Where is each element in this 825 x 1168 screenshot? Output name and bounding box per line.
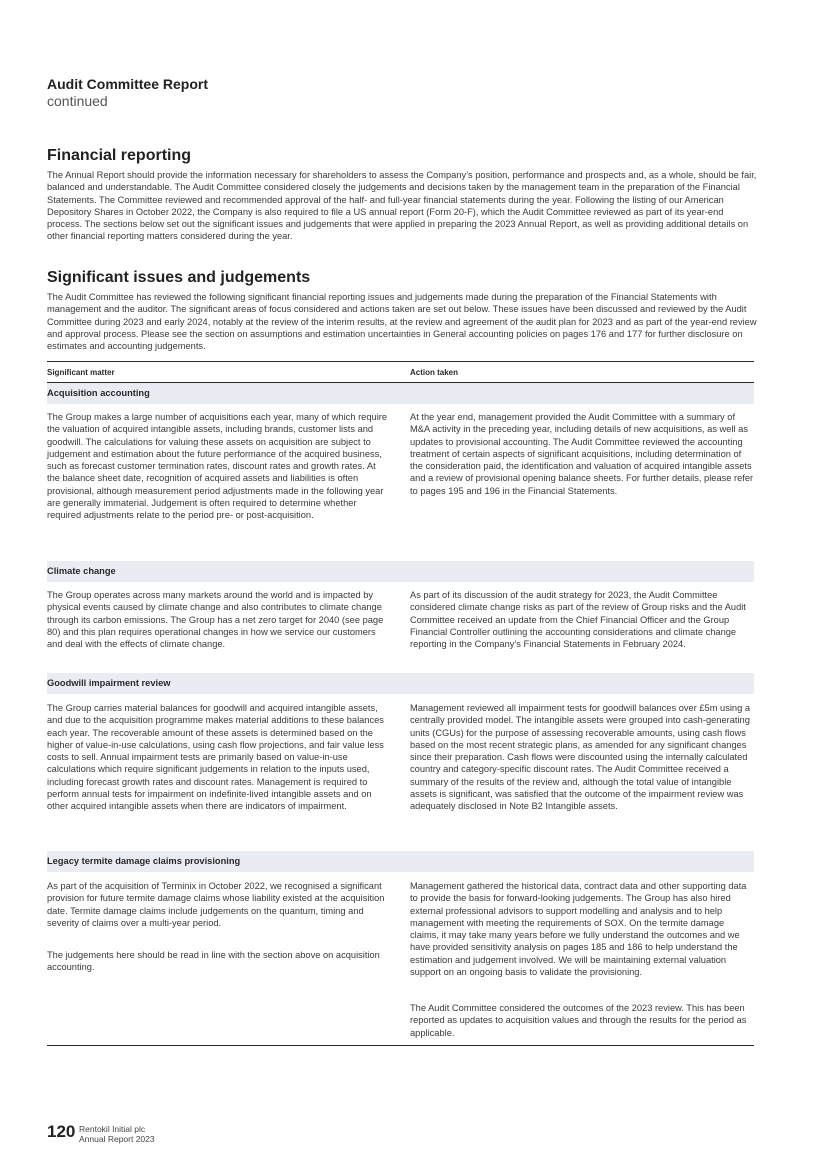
action-text: Management reviewed all impairment tests for goodwill balances over £5m using a centrally provided model. The intangible assets were grouped into cash-generating units (CGUs) for the purpose of assessing recoverable amounts, using cash flows based on the most recent strategic plans, as amended for any significant changes since their preparation. Cash flows were discounted using the internally calculated country and category-specific discount rates. The Audit Committee received a summary of the results of the review and, although the total value of intangible assets is significant, was satisfied that the outcome of the impairment review was adequately disclosed in Note B2 Intangible assets. — [410, 703, 751, 812]
significant-issues-body: The Audit Committee has reviewed the following significant financial reporting issues and judgements made during the preparation of the Financial Statements with management and the auditor. The significant areas of focus considered and actions taken are set out below. These issues have been discussed and reviewed by the Audit Committee during 2023 and early 2024, notably at the review of the interim results, at the review and agreement of the audit plan for 2023 and as part of the year-end review and approval process. Please see the section on assumptions and estimation uncertainties in General accounting policies on pages 176 and 177 for further disclosure on estimates and accounting judgements. — [47, 292, 757, 352]
row-title: Acquisition accounting — [47, 388, 150, 398]
action-text: At the year end, management provided the Audit Committee with a summary of M&A activity in the preceding year, including details of new acquisitions, as well as updates to provisional accounting. The Audit Committee reviewed the accounting treatment of certain aspects of significant acquisitions, including determination of the consideration paid, the identification and valuation of acquired intangible assets and a review of provisional opening balance sheets. For further details, please refer to pages 195 and 196 in the Financial Statements. — [410, 412, 754, 496]
company-name: Rentokil Initial plc — [79, 1124, 146, 1134]
table-row-header — [47, 851, 754, 872]
table-top-rule — [47, 361, 754, 362]
row-title: Climate change — [47, 566, 116, 576]
table-row-header — [47, 383, 754, 404]
action-text: Management gathered the historical data, contract data and other supporting data to provide the basis for forward-looking judgements. The Group has also hired external professional advisors to support modelling and analysis and to help management with meeting the requirements of SOX. On the termite damage claims, it may take many years before we fully understand the outcomes and we have provided sensitivity analysis on pages 185 and 186 to help understand the estimation and judgement involved. We will be maintaining external valuation support on an ongoing basis to validate the provisioning. — [410, 881, 747, 978]
table-row-header — [47, 561, 754, 582]
matter-text: The judgements here should be read in line with the section above on acquisition accounting. — [47, 950, 380, 973]
column-header-significant-matter: Significant matter — [47, 368, 115, 377]
matter-text: The Group carries material balances for goodwill and acquired intangible assets, and due to the acquisition programme makes material additions to these balances each year. The recoverable amount of these assets is determined based on the higher of value-in-use calculations, using cash flow projections, and fair value less costs to sell. Annual impairment tests are primarily based on value-in-use calculations which require significant judgements in relation to the inputs used, including forecast growth rates and discount rates. Management is required to perform annual tests for impairment on indefinite-lived intangible assets and on other acquired intangible assets when there are indicators of impairment. — [47, 703, 384, 812]
row-title: Goodwill impairment review — [47, 678, 171, 688]
matter-text: As part of the acquisition of Terminix in October 2022, we recognised a significant provision for future termite damage claims whose liability existed at the acquisition date. Termite damage claims include judgements on the quantum, timing and severity of claims over a multi-year period. — [47, 881, 385, 928]
report-title: Audit Committee Report — [47, 76, 208, 92]
page-number: 120 — [47, 1122, 76, 1141]
action-text: The Audit Committee considered the outcomes of the 2023 review. This has been reported as updates to acquisition values and through the results for the period as applicable. — [410, 1003, 747, 1038]
financial-reporting-heading: Financial reporting — [47, 147, 192, 164]
matter-text: The Group operates across many markets around the world and is impacted by physical events caused by climate change and also contributes to climate change through its carbon emissions. The Group has a net zero target for 2040 (see page 80) and this plan requires operational changes in how we service our customers and deal with the effects of climate change. — [47, 590, 384, 650]
table-row-header — [47, 673, 754, 694]
report-name: Annual Report 2023 — [79, 1134, 155, 1144]
row-title: Legacy termite damage claims provisioning — [47, 856, 241, 866]
column-header-action-taken: Action taken — [410, 368, 459, 377]
financial-reporting-body: The Annual Report should provide the information necessary for shareholders to assess the Company’s position, performance and prospects and, as a whole, should be fair, balanced and understandable. The Audit Committee considered closely the judgements and decisions taken by the management team in the preparation of the Financial Statements. The Committee reviewed and recommended approval of the half- and full-year financial statements during the year. Following the listing of our American Depository Shares in October 2022, the Company is also required to file a US annual report (Form 20-F), which the Audit Committee reviewed as part of its year-end process. The sections below set out the significant issues and judgements that were applied in preparing the 2023 Annual Report, as well as providing additional details on other financial reporting matters considered during the year. — [47, 170, 757, 242]
report-subtitle: continued — [47, 93, 108, 109]
table-bottom-rule — [47, 1045, 754, 1046]
action-text: As part of its discussion of the audit strategy for 2023, the Audit Committee considered climate change risks as part of the review of Group risks and the Audit Committee received an update from the Chief Financial Officer and the Group Financial Controller outlining the accounting considerations and climate change reporting in the Company’s Financial Statements in February 2024. — [410, 590, 746, 650]
matter-text: The Group makes a large number of acquisitions each year, many of which require the valuation of acquired intangible assets, including brands, customer lists and goodwill. The calculations for valuing these assets on acquisition are subject to judgement and estimation about the future performance of the acquired business, such as forecast customer termination rates, discount rates and growth rates. At the balance sheet date, recognition of acquired assets and liabilities is often provisional, although measurement period adjustments made in the following year are generally immaterial. Judgement is often required to determine whether required adjustments relate to the period pre- or post-acquisition. — [47, 412, 388, 521]
significant-issues-heading: Significant issues and judgements — [47, 269, 311, 286]
